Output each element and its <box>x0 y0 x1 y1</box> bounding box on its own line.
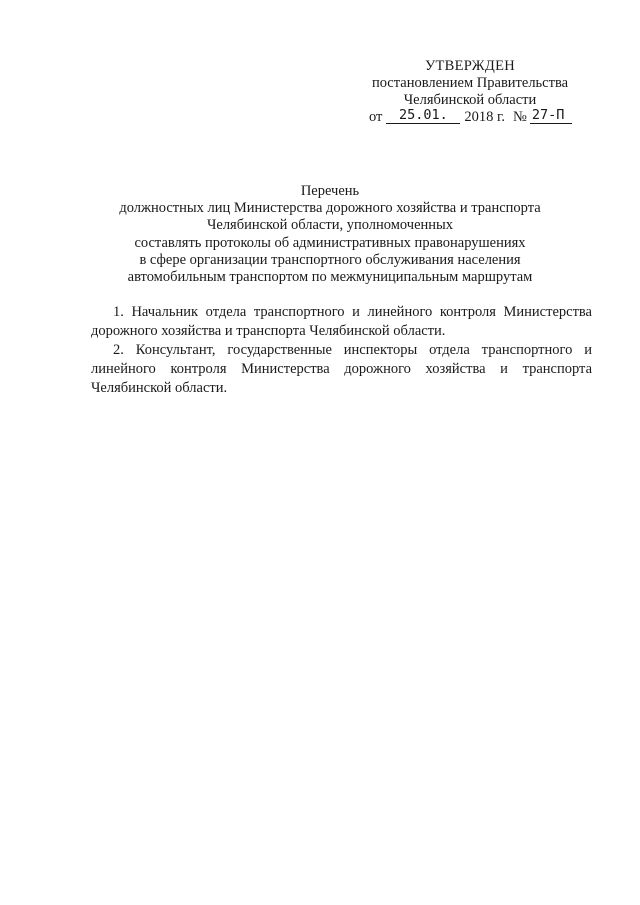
approval-heading: УТВЕРЖДЕН <box>424 58 516 74</box>
document-title <box>60 183 600 286</box>
title-heading: Перечень <box>300 183 360 199</box>
approval-date-line <box>369 109 580 126</box>
title-line-1: должностных лиц Министерства дорожного хозяйства и транспорта <box>119 200 541 217</box>
item-2-line-a2: линейного контроля Министерства дорожного хозяйства и транспорта <box>91 361 592 377</box>
approval-stamp <box>360 58 580 126</box>
title-line-3: составлять протоколы об административных правонарушениях <box>134 234 526 251</box>
item-1-line-b: дорожного хозяйства и транспорта Челябинской области. <box>91 323 446 339</box>
item-1-line-a: 1. Начальник отдела транспортного и линейного контроля Министерства <box>113 304 592 320</box>
title-line-5: автомобильным транспортом по межмуниципальным маршрутам <box>127 269 533 286</box>
item-2-line-b: Челябинской области. <box>91 380 228 396</box>
date-value: 25.01. <box>386 108 460 124</box>
item-2-line-a: 2. Консультант, государственные инспекторы отдела транспортного и <box>113 342 592 358</box>
date-prefix: от <box>369 109 383 125</box>
approval-line-2: Челябинской области <box>403 92 537 108</box>
list-item <box>91 303 592 341</box>
document-body <box>91 303 592 398</box>
approval-line-1: постановлением Правительства <box>371 75 569 91</box>
year-text: 2018 г. <box>464 109 505 125</box>
title-line-4: в сфере организации транспортного обслуживания населения <box>139 251 521 268</box>
number-prefix: № <box>512 109 527 125</box>
title-line-2: Челябинской области, уполномоченных <box>206 217 454 234</box>
list-item <box>91 341 592 398</box>
number-value: 27-П <box>530 108 572 124</box>
